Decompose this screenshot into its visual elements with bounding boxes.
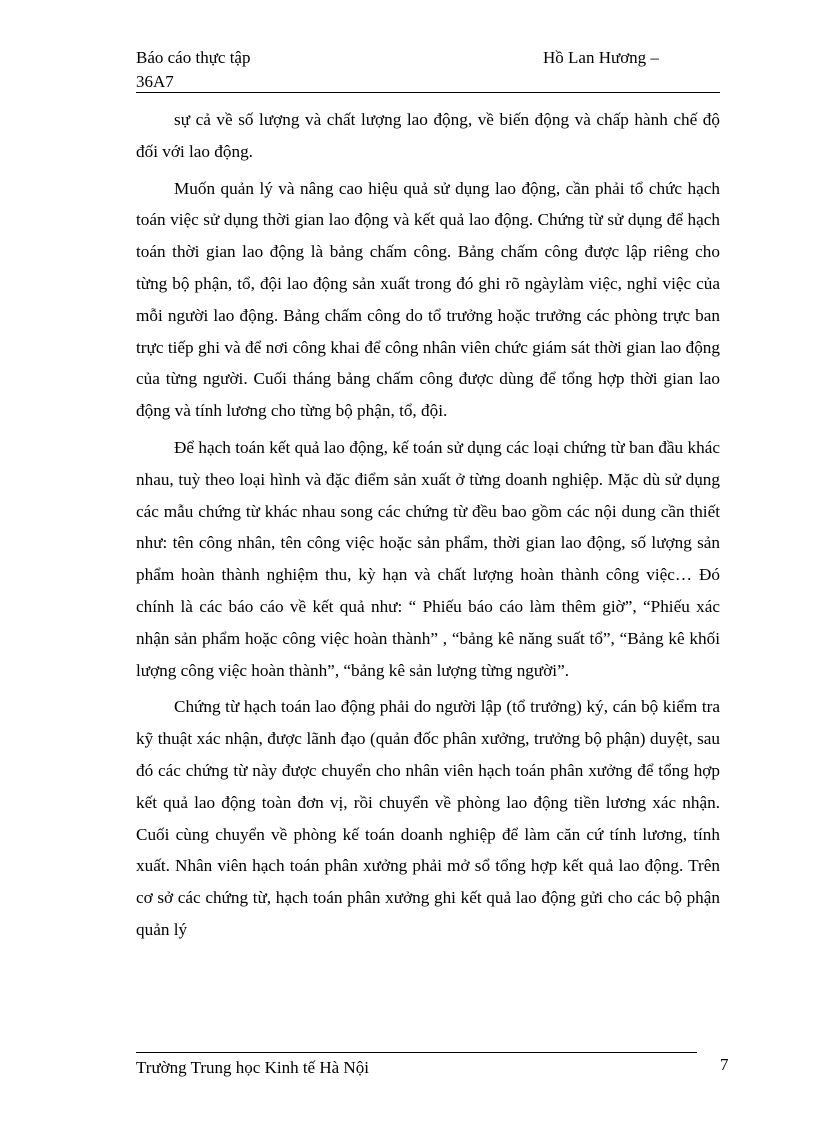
- class-code: 36A7: [136, 72, 174, 91]
- paragraph: Muốn quản lý và nâng cao hiệu quả sử dụng lao động, cần phải tổ chức hạch toán việc sử dụng thời gian lao động và kết quả lao động. Chứng từ sử dụng để hạch toán thời gian lao động là bảng chấm công. Bảng chấm công được lập riêng cho từng bộ phận, tổ, đội lao động sản xuất trong đó ghi rõ ngàylàm việc, nghỉ việc của mỗi người lao động. Bảng chấm công do tổ trưởng hoặc trưởng các phòng trực ban trực tiếp ghi và để nơi công khai để công nhân viên chức giám sát thời gian lao động của từng người. Cuối tháng bảng chấm công được dùng để tổng hợp thời gian lao động và tính lương cho từng bộ phận, tổ, đội.: [136, 178, 720, 421]
- running-header-left: [136, 46, 250, 94]
- footer-divider: [136, 1052, 697, 1053]
- footer-school: Trường Trung học Kinh tế Hà Nội: [136, 1058, 369, 1077]
- header-divider: [136, 92, 720, 93]
- author-name: Hồ Lan Hương –: [543, 48, 659, 67]
- paragraph: Để hạch toán kết quả lao động, kế toán sử dụng các loại chứng từ ban đầu khác nhau, tuỳ theo loại hình và đặc điểm sản xuất ở từng doanh nghiệp. Mặc dù sử dụng các mẫu chứng từ khác nhau song các chứng từ đều bao gồm các nội dung cần thiết như: tên công nhân, tên công việc hoặc sản phẩm, thời gian lao động, số lượng sản phẩm hoàn thành nghiệm thu, kỳ hạn và chất lượng hoàn thành công việc… Đó chính là các báo cáo về kết quả như: “ Phiếu báo cáo làm thêm giờ”, “Phiếu xác nhận sản phẩm hoặc công việc hoàn thành” , “bảng kê năng suất tổ”, “Bảng kê khối lượng công việc hoàn thành”, “bảng kê sản lượng từng người”.: [136, 437, 720, 680]
- page-number: 7: [720, 1055, 729, 1074]
- body-text: [136, 104, 720, 951]
- paragraph: sự cả về số lượng và chất lượng lao động, về biến động và chấp hành chế độ đối với lao động.: [136, 110, 720, 161]
- report-title: Báo cáo thực tập: [136, 48, 251, 67]
- paragraph: Chứng từ hạch toán lao động phải do người lập (tổ trưởng) ký, cán bộ kiểm tra kỹ thuật xác nhận, được lãnh đạo (quản đốc phân xưởng, trưởng bộ phận) duyệt, sau đó các chứng từ này được chuyển cho nhân viên hạch toán phân xưởng để tổng hợp kết quả lao động toàn đơn vị, rồi chuyển về phòng lao động tiền lương xác nhận. Cuối cùng chuyển về phòng kế toán doanh nghiệp để làm căn cứ tính lương, tính xuất. Nhân viên hạch toán phân xưởng phải mở sổ tổng hợp kết quả lao động. Trên cơ sở các chứng từ, hạch toán phân xưởng ghi kết quả lao động gửi cho các bộ phận quản lý: [136, 697, 720, 939]
